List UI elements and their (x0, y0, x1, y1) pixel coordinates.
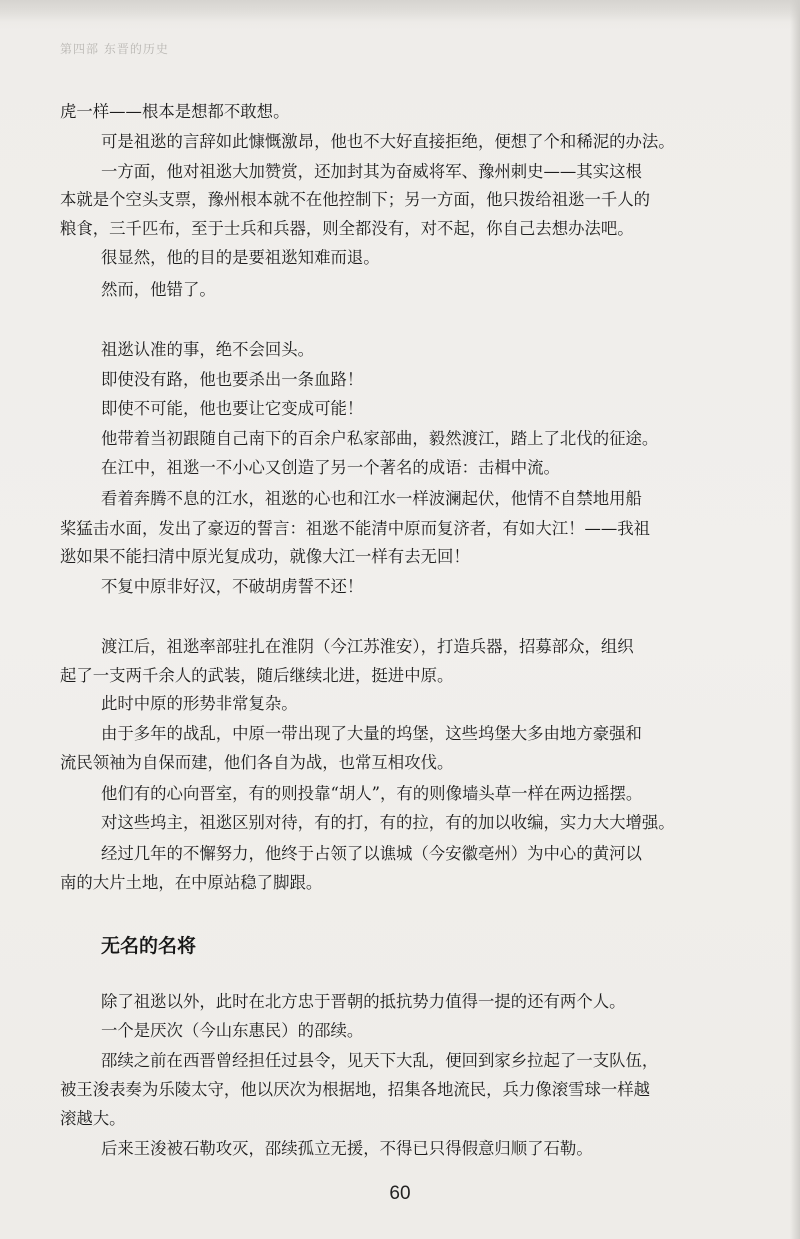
text-line: 看着奔腾不息的江水，祖逖的心也和江水一样波澜起伏，他情不自禁地用船 (101, 489, 642, 508)
text-line: 可是祖逖的言辞如此慷慨激昂，他也不大好直接拒绝，便想了个和稀泥的办法。 (101, 132, 675, 151)
text-line: 南的大片土地，在中原站稳了脚跟。 (60, 873, 323, 892)
text-line: 祖逖认准的事，绝不会回头。 (101, 340, 315, 359)
text-line: 后来王浚被石勒攻灭，邵续孤立无援，不得已只得假意归顺了石勒。 (101, 1139, 593, 1158)
text-line: 然而，他错了。 (101, 280, 216, 299)
text-line: 起了一支两千余人的武装，随后继续北进，挺进中原。 (60, 666, 454, 685)
text-line: 被王浚表奏为乐陵太守，他以厌次为根据地，招集各地流民，兵力像滚雪球一样越 (60, 1080, 651, 1099)
text-line: 桨猛击水面，发出了豪迈的誓言：祖逖不能清中原而复济者，有如大江！——我祖 (60, 519, 651, 538)
text-line: 粮食，三千匹布，至于士兵和兵器，则全都没有，对不起，你自己去想办法吧。 (60, 219, 634, 238)
text-line: 本就是个空头支票，豫州根本就不在他控制下；另一方面，他只拨给祖逖一千人的 (60, 190, 651, 209)
text-line: 他带着当初跟随自己南下的百余户私家部曲，毅然渡江，踏上了北伐的征途。 (101, 429, 659, 448)
text-line: 不复中原非好汉，不破胡虏誓不还！ (101, 577, 364, 596)
section-title: 无名的名将 (101, 935, 197, 957)
text-line: 在江中，祖逖一不小心又创造了另一个著名的成语：击楫中流。 (101, 458, 560, 477)
text-line: 邵续之前在西晋曾经担任过县令，见天下大乱，便回到家乡拉起了一支队伍， (101, 1051, 659, 1070)
text-line: 即使不可能，他也要让它变成可能！ (101, 399, 364, 418)
text-line: 滚越大。 (60, 1109, 126, 1128)
running-head: 第四部 东晋的历史 (60, 42, 169, 56)
text-line: 渡江后，祖逖率部驻扎在淮阴（今江苏淮安），打造兵器，招募部众，组织 (101, 637, 634, 656)
text-line: 经过几年的不懈努力，他终于占领了以谯城（今安徽亳州）为中心的黄河以 (101, 844, 642, 863)
text-line: 逖如果不能扫清中原光复成功，就像大江一样有去无回！ (60, 547, 470, 566)
text-line: 对这些坞主，祖逖区别对待，有的打，有的拉，有的加以收编，实力大大增强。 (101, 813, 675, 832)
page-number: 60 (389, 1183, 411, 1204)
text-line: 除了祖逖以外，此时在北方忠于晋朝的抵抗势力值得一提的还有两个人。 (101, 992, 626, 1011)
text-line: 一方面，他对祖逖大加赞赏，还加封其为奋威将军、豫州刺史——其实这根 (101, 162, 642, 181)
text-line: 此时中原的形势非常复杂。 (101, 694, 298, 713)
text-line: 即使没有路，他也要杀出一条血路！ (101, 370, 364, 389)
text-line: 一个是厌次（今山东惠民）的邵续。 (101, 1021, 364, 1040)
text-line: 他们有的心向晋室，有的则投靠“胡人”，有的则像墙头草一样在两边摇摆。 (101, 784, 643, 803)
text-line: 由于多年的战乱，中原一带出现了大量的坞堡，这些坞堡大多由地方豪强和 (101, 724, 642, 743)
text-line: 流民领袖为自保而建，他们各自为战，也常互相攻伐。 (60, 753, 454, 772)
text-line: 很显然，他的目的是要祖逖知难而退。 (101, 248, 380, 267)
text-line: 虎一样——根本是想都不敢想。 (60, 102, 290, 121)
